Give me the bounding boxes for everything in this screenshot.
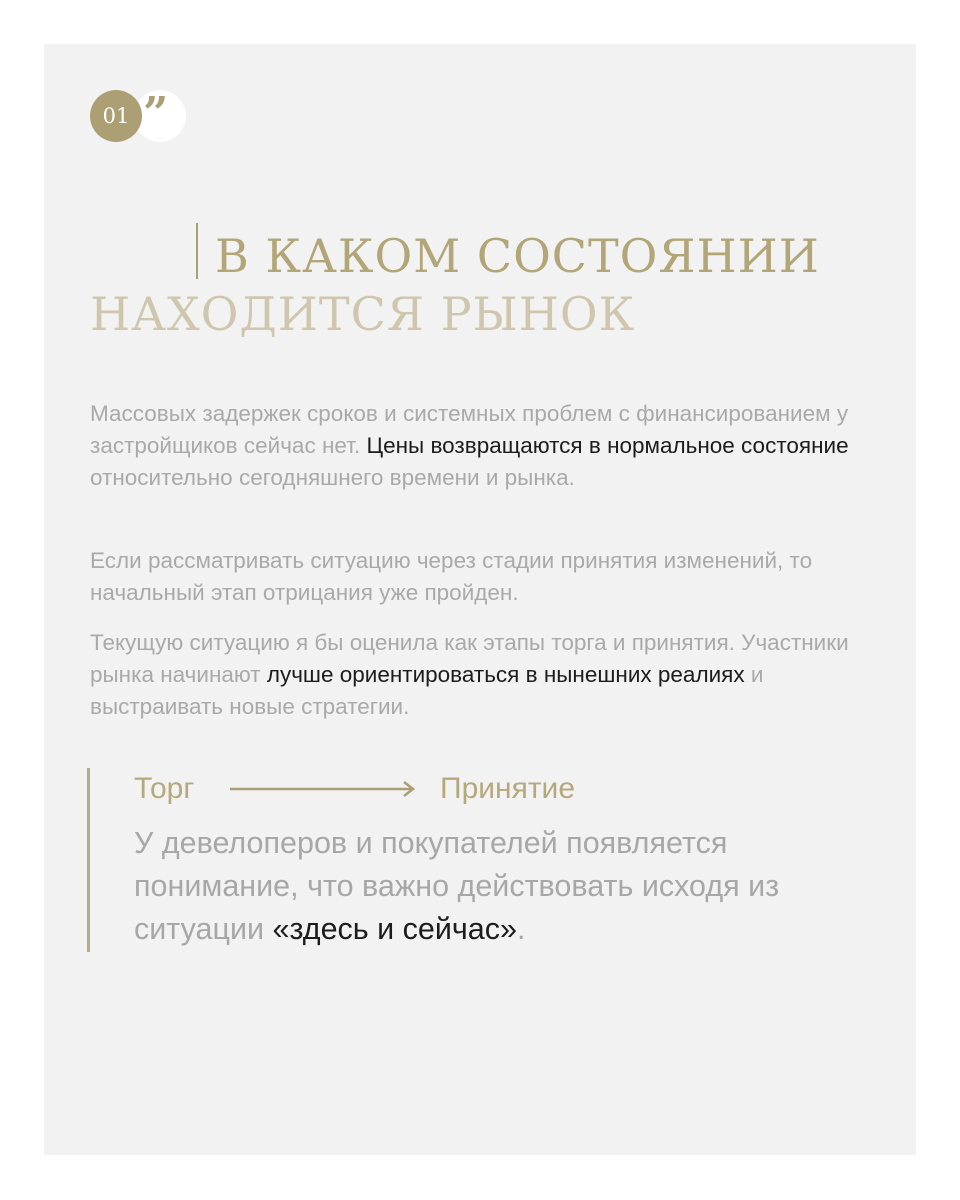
stage-to: Принятие — [440, 772, 575, 805]
quote-glyph: ” — [143, 88, 166, 139]
title-accent-bar — [196, 223, 198, 279]
section-number: 01 — [90, 90, 142, 142]
page-title-line-1: В КАКОМ СОСТОЯНИИ — [215, 229, 820, 283]
paragraph-1 — [90, 398, 890, 494]
paragraph-3-text: Текущую ситуацию я бы оценила как этапы торга и принятия. Участники рынка начинают — [90, 630, 849, 687]
paragraph-2 — [90, 545, 890, 609]
section-badge — [90, 90, 190, 142]
paragraph-3-text-end: и выстраивать новые стратегии. — [90, 662, 764, 719]
paragraph-1-text-end: относительно сегодняшнего времени и рынка. — [90, 465, 575, 490]
stage-transition — [134, 766, 834, 812]
quote-text-body: У девелоперов и покупателей появляется понимание, что важно действовать исходя из ситуации — [134, 826, 780, 946]
quote-accent-bar — [87, 768, 90, 952]
stage-from: Торг — [134, 772, 195, 805]
paragraph-2-text: Если рассматривать ситуацию через стадии принятия изменений, то начальный этап отрицания уже пройден. — [90, 548, 813, 605]
paragraph-3 — [90, 627, 890, 723]
paragraph-3-highlight: лучше ориентироваться в нынешних реалиях — [266, 662, 745, 687]
quote-highlight: «здесь и сейчас» — [272, 912, 517, 946]
paragraph-1-text: Массовых задержек сроков и системных проблем с финансированием у застройщиков сейчас нет. — [90, 401, 849, 458]
page-title-line-2: НАХОДИТСЯ РЫНОК — [90, 287, 636, 341]
quote-text — [134, 822, 874, 951]
quote-text-end: . — [516, 912, 526, 946]
paragraph-1-highlight: Цены возвращаются в нормальное состояние — [366, 433, 849, 458]
right-arrow-icon — [228, 778, 418, 800]
